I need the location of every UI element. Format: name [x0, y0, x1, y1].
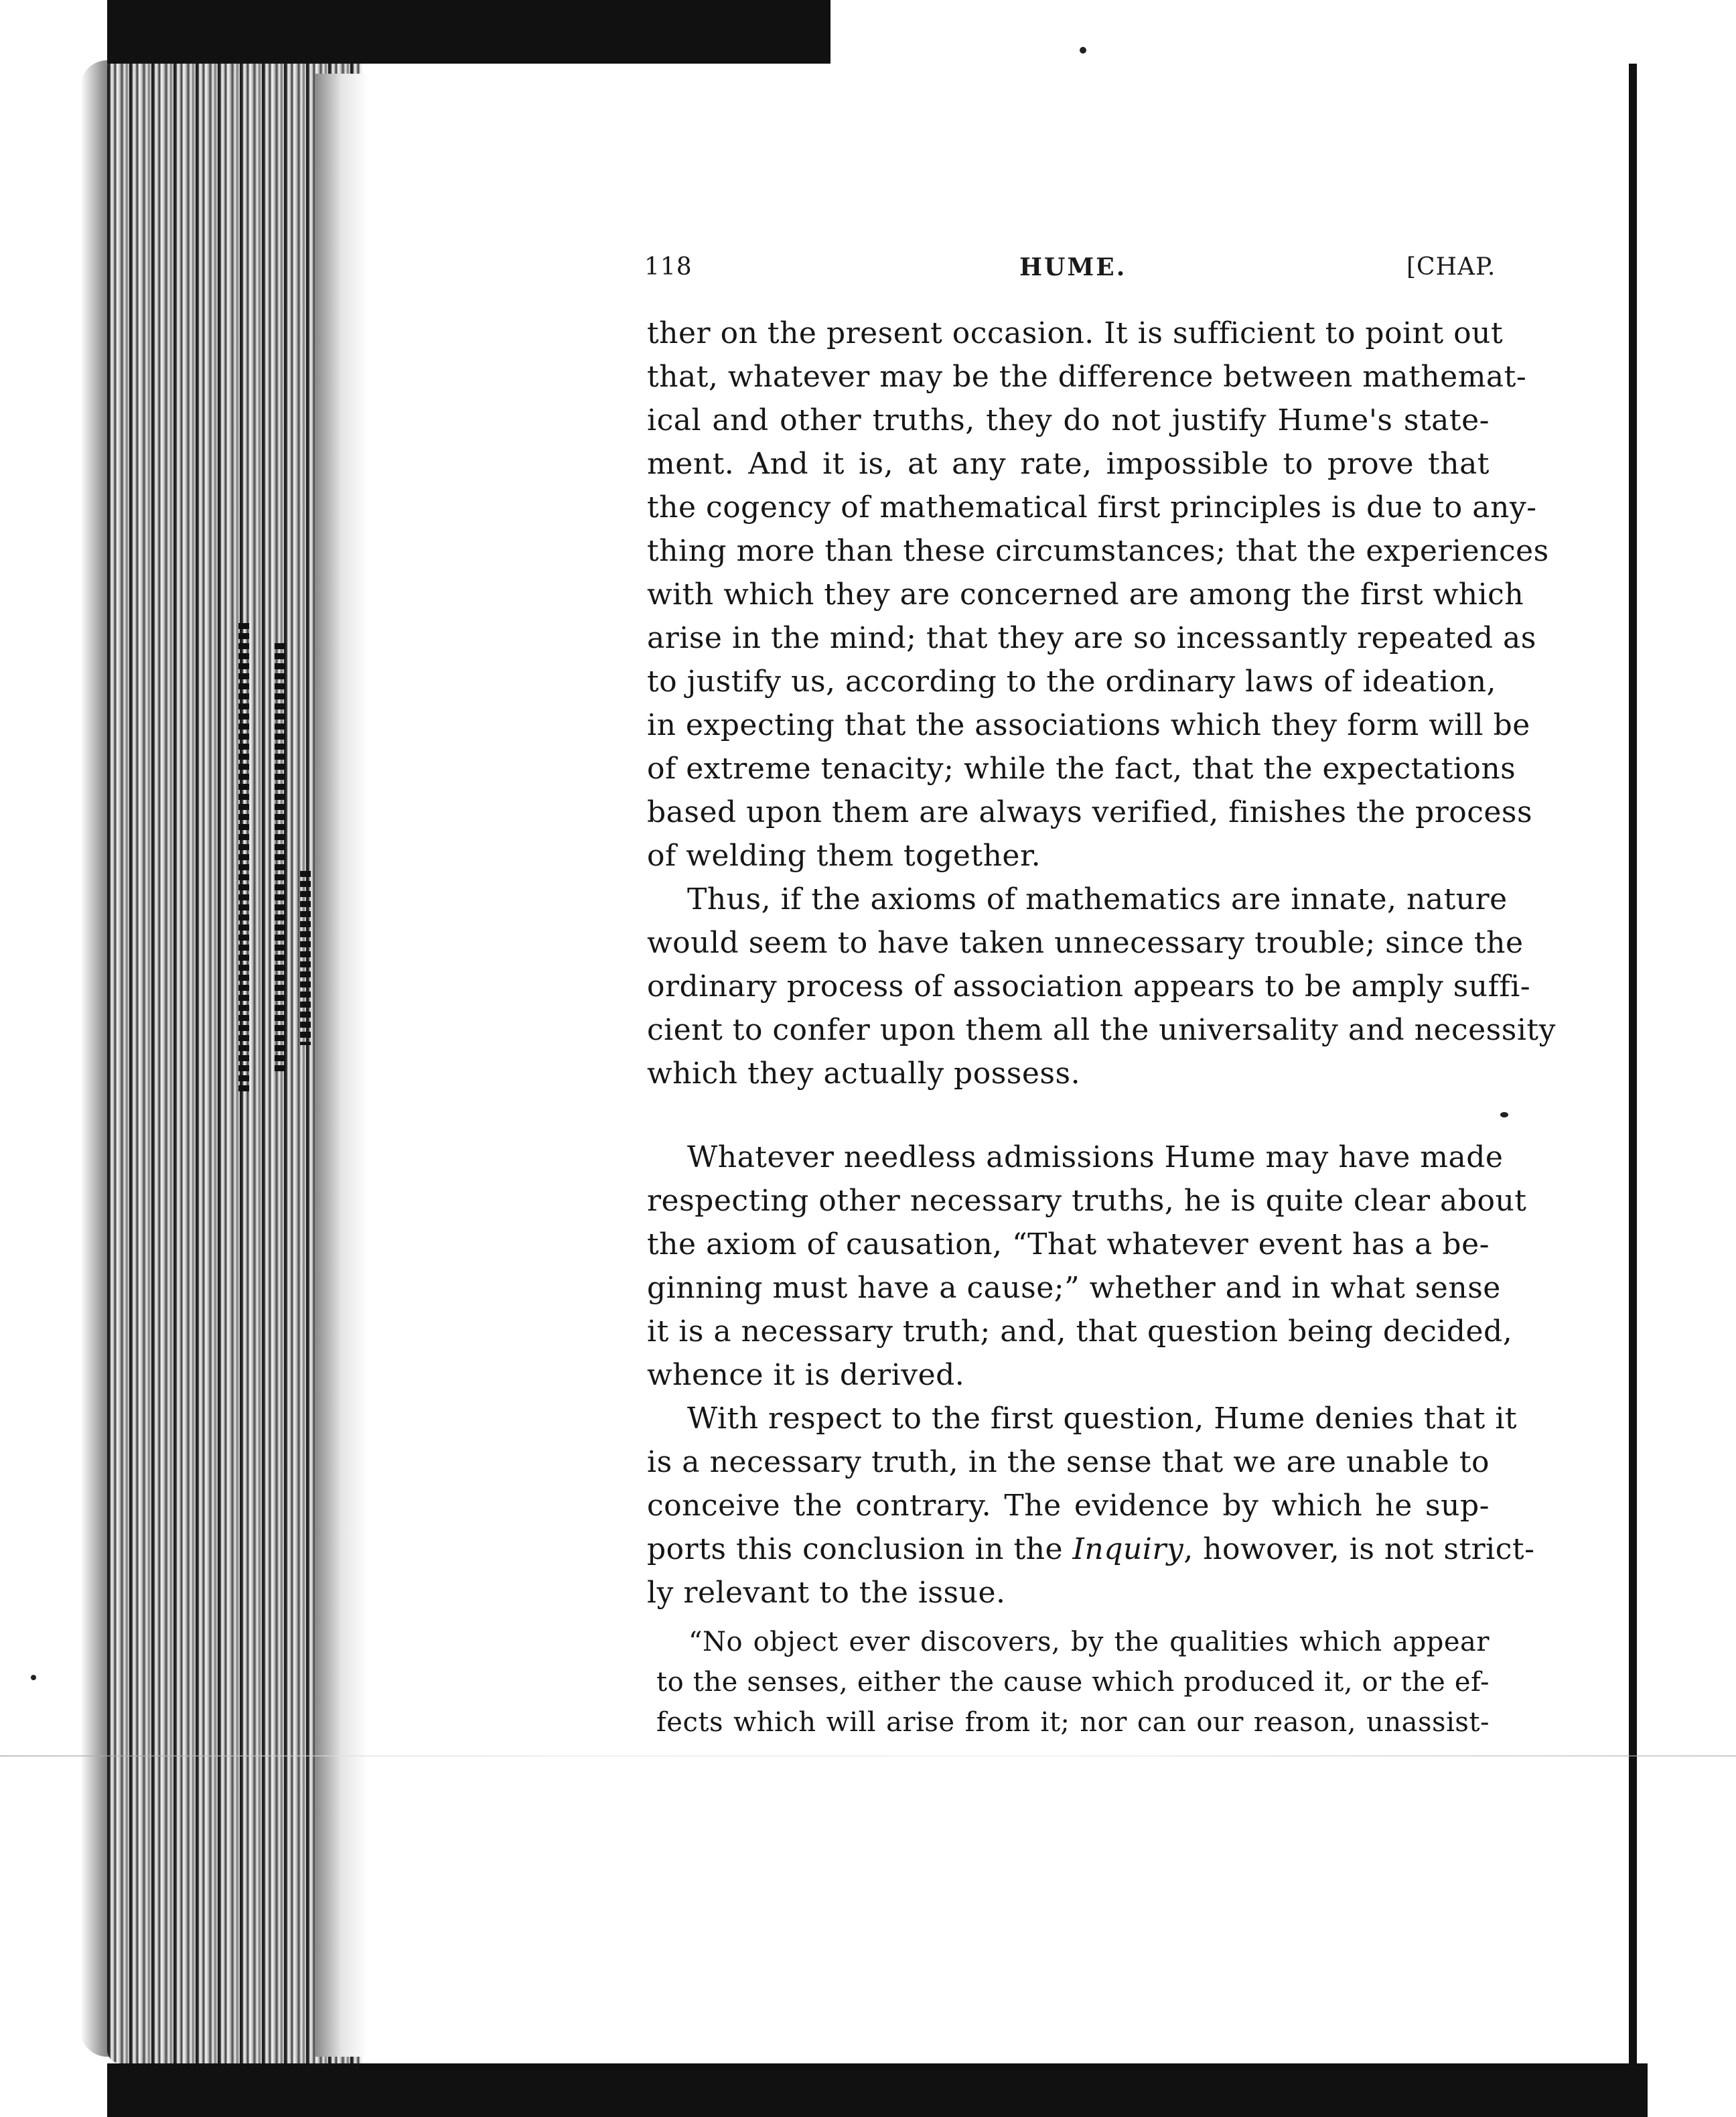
- quote-line: fects which will arise from it; nor can our reason, unassist-: [656, 1707, 1490, 1738]
- text-line: conceive the contrary. The evidence by which he sup-: [647, 1489, 1490, 1523]
- dust-speck: [1500, 1112, 1508, 1117]
- text-line: to justify us, according to the ordinary laws of ideation,: [647, 665, 1497, 699]
- text-line: the cogency of mathematical first principles is due to any-: [647, 490, 1537, 525]
- scan-artifact-line: [0, 1755, 1736, 1757]
- facing-page-edge: [1629, 64, 1637, 2067]
- dust-speck: [31, 1675, 36, 1680]
- text-line: Thus, if the axioms of mathematics are innate, nature: [687, 882, 1508, 916]
- library-stamp-mark: [238, 623, 249, 1092]
- text-line: it is a necessary truth; and, that question being decided,: [647, 1314, 1513, 1349]
- text-line: ther on the present occasion. It is sufficient to point out: [647, 316, 1504, 350]
- scan-border-bottom: [107, 2063, 1648, 2117]
- text-line: is a necessary truth, in the sense that we are unable to: [647, 1445, 1490, 1479]
- book-title-italic: Inquiry: [1072, 1532, 1184, 1566]
- text-line: that, whatever may be the difference between mathemat-: [647, 360, 1527, 394]
- page-number: 118: [644, 253, 693, 281]
- quote-line: “No object ever discovers, by the qualities which appear: [689, 1627, 1490, 1657]
- text-line: ordinary process of association appears to be amply suffi-: [647, 969, 1531, 1004]
- library-stamp-mark: [275, 643, 285, 1072]
- running-head: HUME.: [1019, 253, 1127, 281]
- text-line: ly relevant to the issue.: [647, 1576, 1006, 1610]
- text-line: which they actually possess.: [647, 1056, 1081, 1091]
- library-stamp-mark: [300, 871, 311, 1045]
- text-line: based upon them are always verified, finishes the process: [647, 795, 1533, 829]
- text-line: cient to confer upon them all the universality and necessity: [647, 1013, 1556, 1047]
- text-line: ical and other truths, they do not justify Hume's state-: [647, 403, 1490, 437]
- text-line: With respect to the first question, Hume denies that it: [687, 1402, 1518, 1436]
- dust-speck: [1080, 47, 1086, 54]
- text-line: ports this conclusion in the Inquiry, howover, is not strict-: [647, 1532, 1535, 1566]
- page-gutter: [315, 74, 368, 2057]
- text-line: in expecting that the associations which they form will be: [647, 708, 1530, 742]
- text-line: would seem to have taken unnecessary trouble; since the: [647, 926, 1524, 960]
- scan-margin-right: [1637, 64, 1736, 2067]
- text-line: thing more than these circumstances; that the experiences: [647, 534, 1549, 568]
- text-line: ment. And it is, at any rate, impossible to prove that: [647, 447, 1490, 481]
- scan-border-top: [107, 0, 830, 64]
- text-line: arise in the mind; that they are so incessantly repeated as: [647, 621, 1536, 655]
- text-line: respecting other necessary truths, he is quite clear about: [647, 1184, 1527, 1218]
- text-line: the axiom of causation, “That whatever event has a be-: [647, 1227, 1490, 1261]
- text-line: with which they are concerned are among the first which: [647, 577, 1524, 612]
- quote-line: to the senses, either the cause which produced it, or the ef-: [656, 1667, 1490, 1698]
- text-line: whence it is derived.: [647, 1358, 965, 1392]
- text-line: ginning must have a cause;” whether and in what sense: [647, 1271, 1501, 1305]
- text-line: Whatever needless admissions Hume may have made: [687, 1140, 1504, 1174]
- scan-border-top-light: [830, 0, 1634, 64]
- chapter-mark: [CHAP.: [1406, 253, 1496, 281]
- text-line: of extreme tenacity; while the fact, that the expectations: [647, 752, 1516, 786]
- text-line: of welding them together.: [647, 839, 1041, 873]
